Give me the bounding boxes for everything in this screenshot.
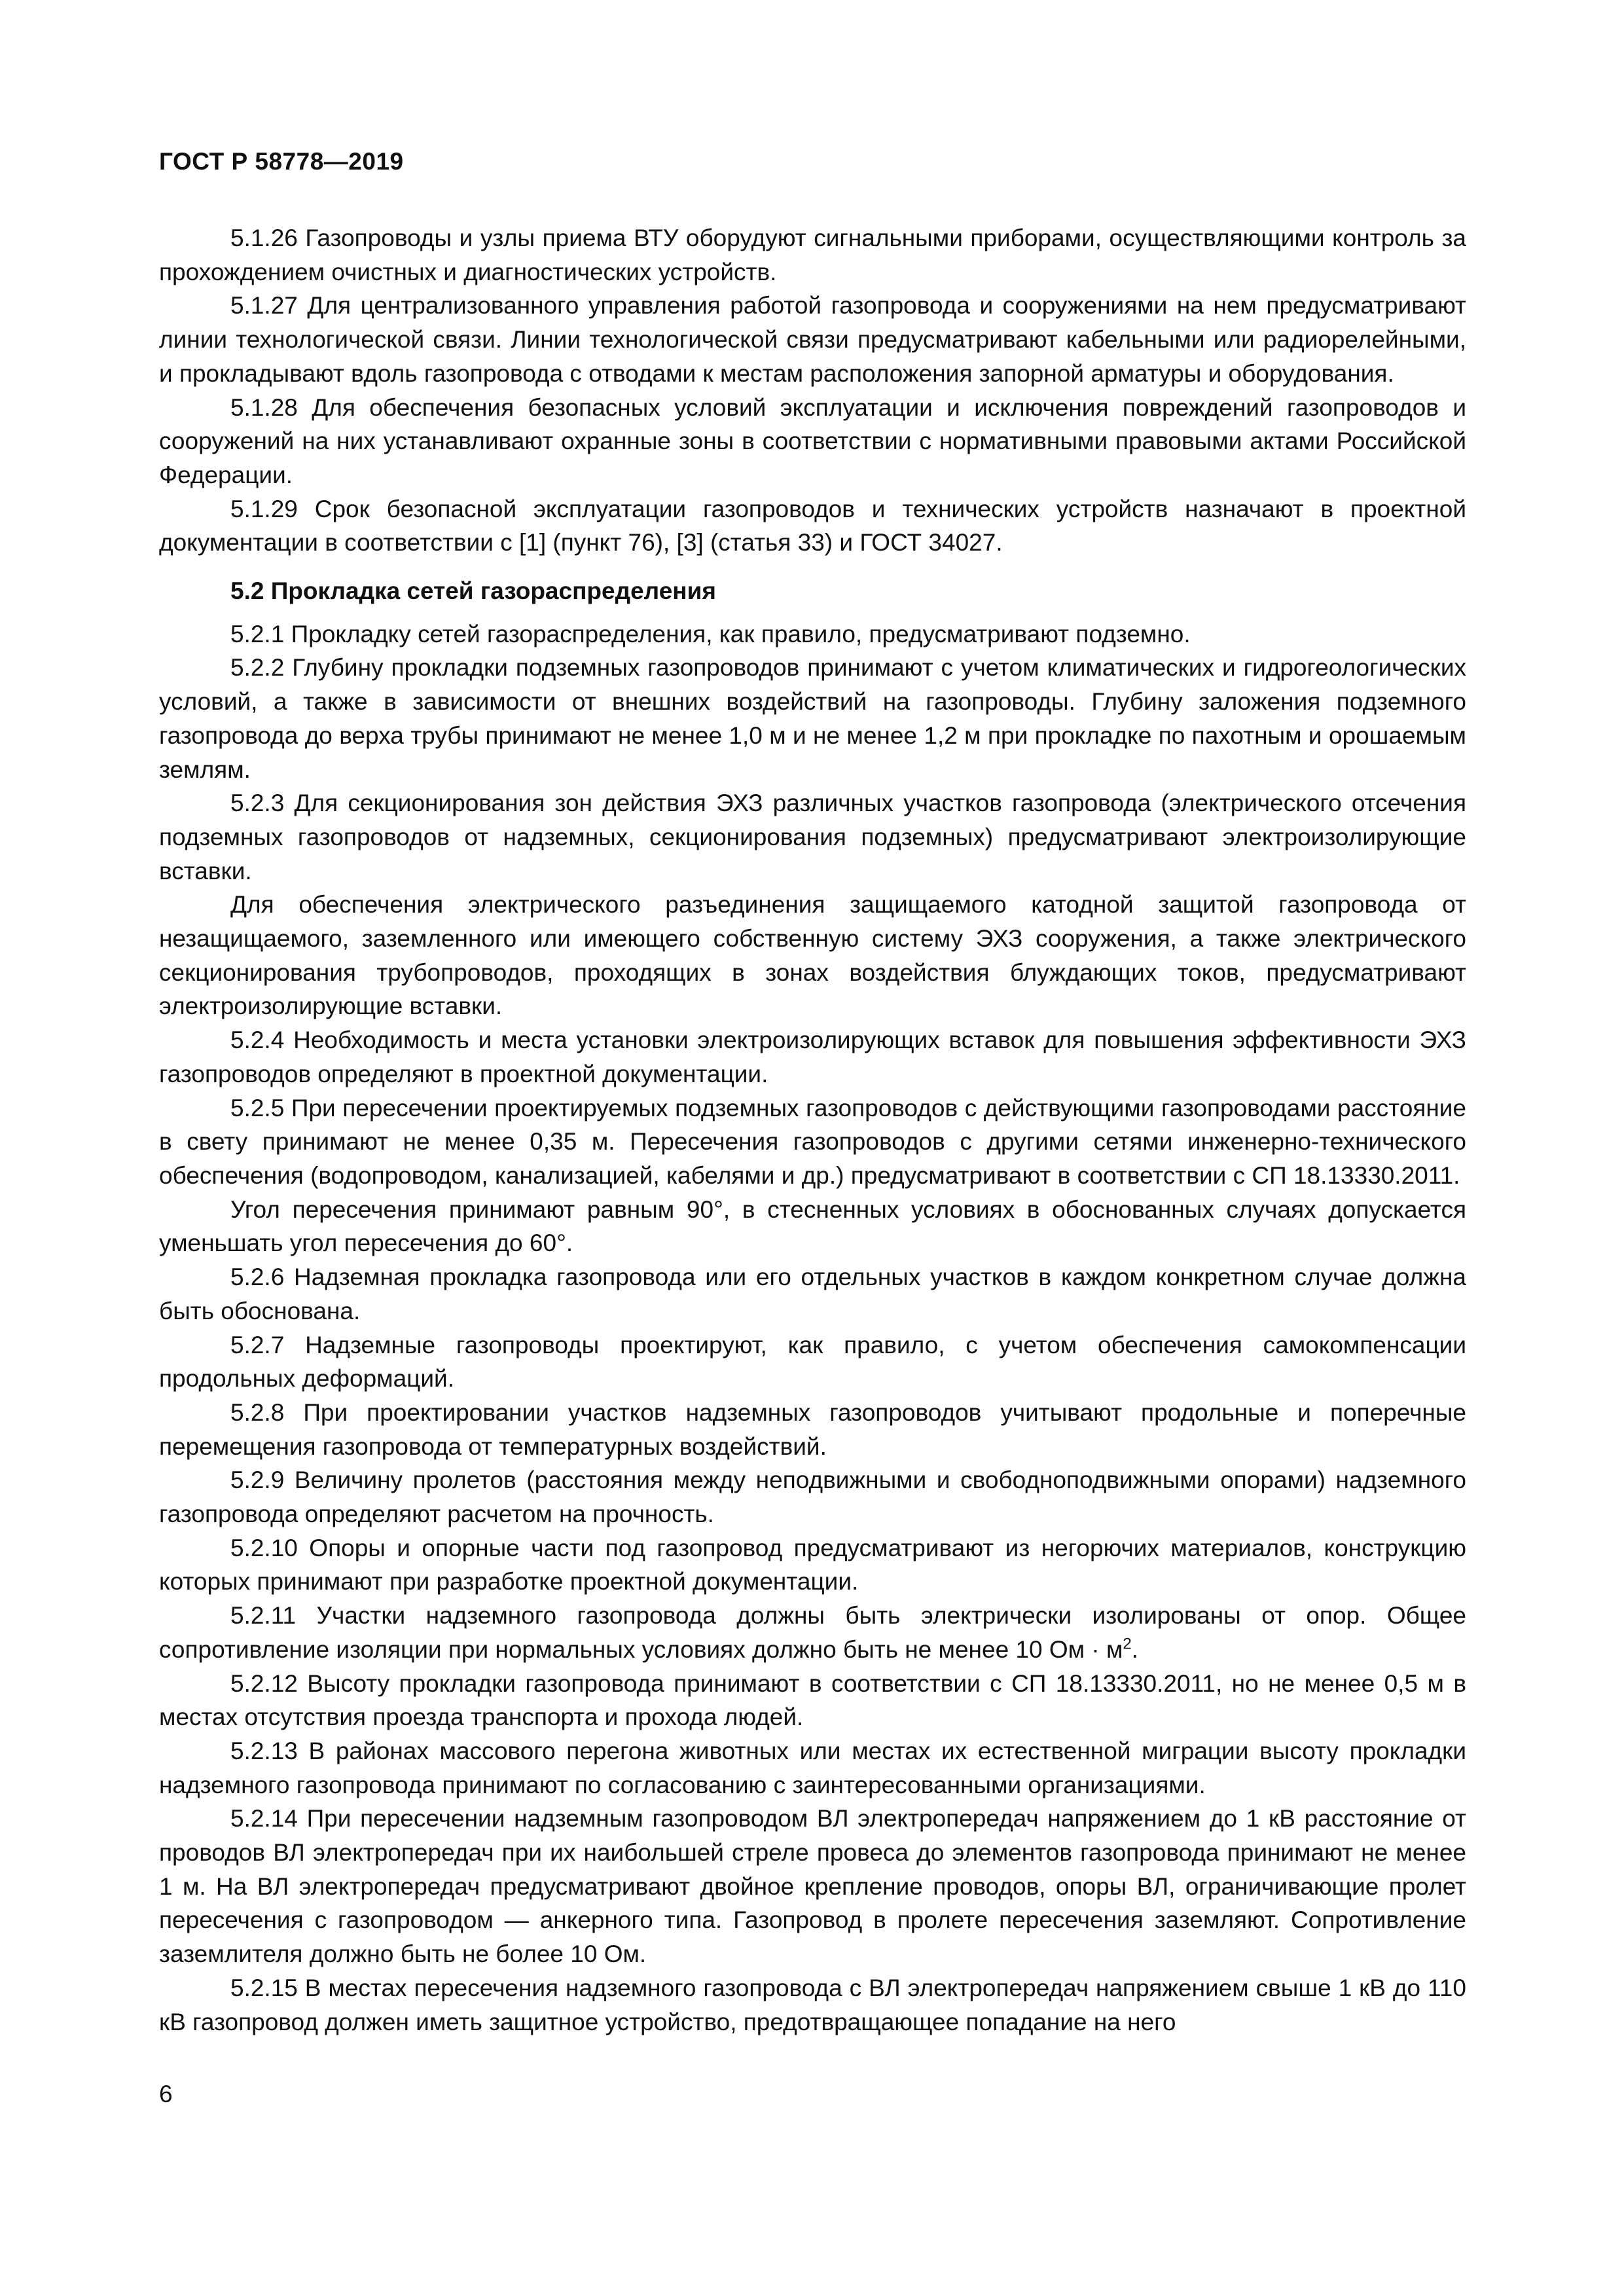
paragraph-5-1-26: 5.1.26 Газопроводы и узлы приема ВТУ оборудуют сигнальными приборами, осуществляющими контроль за прохождением очистных и диагностических устройств. (159, 225, 1466, 285)
paragraph-5-2-14: 5.2.14 При пересечении надземным газопроводом ВЛ электропередач напряжением до 1 кВ расстояние от проводов ВЛ электропередач при их наибольшей стреле провеса до элементов газопровода принимают не менее 1 м. На ВЛ электропередач предусматривают двойное крепление проводов, опоры ВЛ, ограничивающие пролет пересечения с газопроводом — анкерного типа. Газопровод в пролете пересечения заземляют. Сопротивление заземлителя должно быть не более 10 Ом. (159, 1805, 1466, 1968)
paragraph-5-2-13: 5.2.13 В районах массового перегона животных или местах их естественной миграции высоту прокладки надземного газопровода принимают по согласованию с заинтересованными организациями. (159, 1737, 1466, 1798)
paragraph-5-2-1: 5.2.1 Прокладку сетей газораспределения, как правило, предусматривают подземно. (230, 620, 1191, 647)
paragraph-5-2-9: 5.2.9 Величину пролетов (расстояния между неподвижными и свободноподвижными опорами) надземного газопровода определяют расчетом на прочность. (159, 1467, 1466, 1528)
paragraph-5-2-3-cont: Для обеспечения электрического разъединения защищаемого катодной защитой газопровода от незащищаемого, заземленного или имеющего собственную систему ЭХЗ сооружения, а также электрического секционирования трубопроводов, проходящих в зонах воздействия блуждающих токов, предусматривают электроизолирующие вставки. (159, 891, 1466, 1020)
paragraph-5-2-8: 5.2.8 При проектировании участков надземных газопроводов учитывают продольные и поперечные перемещения газопровода от температурных воздействий. (159, 1398, 1466, 1460)
page-number: 6 (159, 2081, 173, 2107)
paragraph-5-2-11-tail: . (1131, 1635, 1139, 1663)
document-body (159, 221, 1466, 2039)
paragraph-5-2-5-cont: Угол пересечения принимают равным 90°, в стесненных условиях в обоснованных случаях допускается уменьшать угол пересечения до 60°. (159, 1195, 1466, 1257)
paragraph-5-2-2: 5.2.2 Глубину прокладки подземных газопроводов принимают с учетом климатических и гидрогеологических условий, а также в зависимости от внешних воздействий на газопроводы. Глубину заложения подземного газопровода до верха трубы принимают не менее 1,0 м и не менее 1,2 м при прокладке по пахотным и орошаемым землям. (159, 654, 1466, 783)
paragraph-5-2-3: 5.2.3 Для секционирования зон действия ЭХЗ различных участков газопровода (электрического отсечения подземных газопроводов от надземных, секционирования подземных) предусматривают электроизолирующие вставки. (159, 790, 1466, 884)
paragraph-5-2-5: 5.2.5 При пересечении проектируемых подземных газопроводов с действующими газопроводами расстояние в свету принимают не менее 0,35 м. Пересечения газопроводов с другими сетями инженерно-технического обеспечения (водопроводом, канализацией, кабелями и др.) предусматривают в соответствии с СП 18.13330.2011. (159, 1094, 1466, 1189)
superscript-2: 2 (1123, 1635, 1132, 1653)
document-header: ГОСТ Р 58778—2019 (159, 148, 404, 175)
paragraph-5-1-27: 5.1.27 Для централизованного управления работой газопровода и сооружениями на нем предусматривают линии технологической связи. Линии технологической связи предусматривают кабельными или радиорелейными, и прокладывают вдоль газопровода с отводами к местам расположения запорной арматуры и оборудования. (159, 292, 1466, 387)
paragraph-5-2-15: 5.2.15 В местах пересечения надземного газопровода с ВЛ электропередач напряжением свыше 1 кВ до 110 кВ газопровод должен иметь защитное устройство, предотвращающее попадание на него (159, 1974, 1466, 2035)
paragraph-5-2-11 (159, 1599, 1466, 1666)
paragraph-5-2-11-text: 5.2.11 Участки надземного газопровода должны быть электрически изолированы от опор. Общее сопротивление изоляции при нормальных условиях должно быть не менее 10 Ом · м (159, 1602, 1466, 1663)
paragraph-5-1-28: 5.1.28 Для обеспечения безопасных условий эксплуатации и исключения повреждений газопроводов и сооружений на них устанавливают охранные зоны в соответствии с нормативными правовыми актами Российской Федерации. (159, 393, 1466, 488)
paragraph-5-1-29: 5.1.29 Срок безопасной эксплуатации газопроводов и технических устройств назначают в проектной документации в соответствии с [1] (пункт 76), [3] (статья 33) и ГОСТ 34027. (159, 495, 1466, 556)
paragraph-5-2-10: 5.2.10 Опоры и опорные части под газопровод предусматривают из негорючих материалов, конструкцию которых принимают при разработке проектной документации. (159, 1534, 1466, 1595)
paragraph-5-2-12: 5.2.12 Высоту прокладки газопровода принимают в соответствии с СП 18.13330.2011, но не менее 0,5 м в местах отсутствия проезда транспорта и прохода людей. (159, 1669, 1466, 1731)
paragraph-5-2-4: 5.2.4 Необходимость и места установки электроизолирующих вставок для повышения эффективности ЭХЗ газопроводов определяют в проектной документации. (159, 1027, 1466, 1087)
section-title-5-2: 5.2 Прокладка сетей газораспределения (230, 577, 716, 605)
paragraph-5-2-7: 5.2.7 Надземные газопроводы проектируют, как правило, с учетом обеспечения самокомпенсации продольных деформаций. (159, 1331, 1466, 1393)
paragraph-5-2-6: 5.2.6 Надземная прокладка газопровода или его отдельных участков в каждом конкретном случае должна быть обоснована. (159, 1264, 1466, 1324)
